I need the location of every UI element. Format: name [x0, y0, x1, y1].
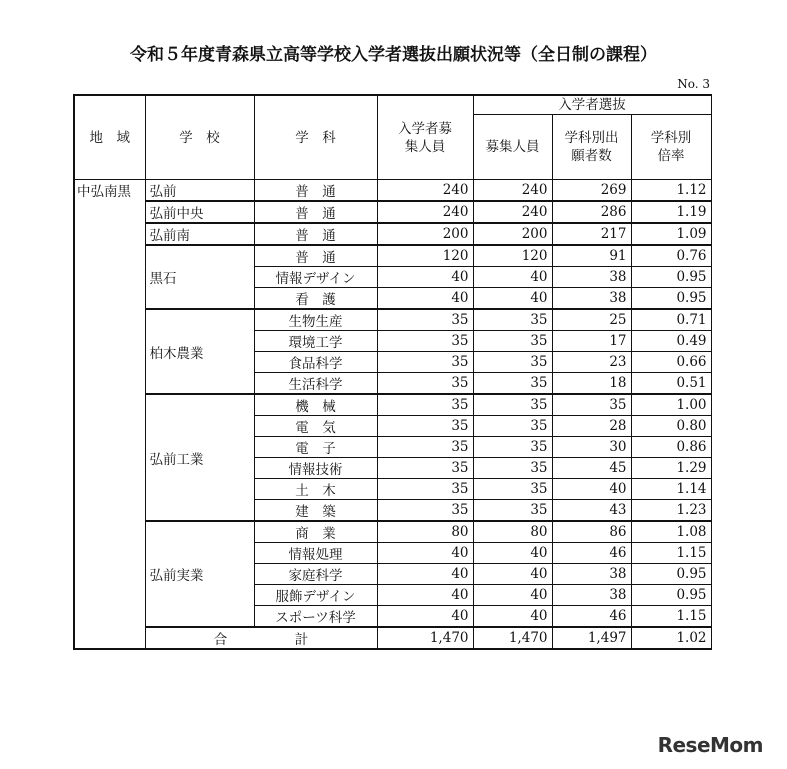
capacity-value: 35: [377, 331, 473, 352]
course-name: 情報技術: [254, 458, 377, 479]
selection-capacity-value: 35: [473, 394, 552, 416]
applicants-value: 38: [552, 564, 631, 585]
applicants-value: 38: [552, 267, 631, 288]
selection-capacity-value: 35: [473, 458, 552, 479]
capacity-value: 80: [377, 521, 473, 543]
total-selection-capacity: 1,470: [473, 627, 552, 649]
table-body: [74, 180, 711, 650]
table-row: [74, 309, 711, 331]
selection-capacity-value: 40: [473, 267, 552, 288]
capacity-value: 40: [377, 564, 473, 585]
applicants-value: 286: [552, 201, 631, 223]
course-name: 環境工学: [254, 331, 377, 352]
capacity-value: 40: [377, 288, 473, 310]
selection-capacity-value: 35: [473, 331, 552, 352]
applicants-value: 18: [552, 373, 631, 395]
applicants-value: 217: [552, 223, 631, 245]
capacity-value: 40: [377, 585, 473, 606]
capacity-value: 120: [377, 245, 473, 267]
ratio-value: 0.49: [631, 331, 711, 352]
capacity-value: 35: [377, 500, 473, 522]
selection-capacity-value: 80: [473, 521, 552, 543]
capacity-value: 35: [377, 416, 473, 437]
ratio-value: 1.14: [631, 479, 711, 500]
header-ratio: 学科別倍率: [631, 115, 711, 180]
school-name: 弘前: [145, 180, 254, 202]
header-capacity: 入学者募集人員: [377, 95, 473, 180]
ratio-value: 0.95: [631, 585, 711, 606]
capacity-value: 35: [377, 479, 473, 500]
applicants-value: 40: [552, 479, 631, 500]
applicants-value: 38: [552, 585, 631, 606]
course-name: 機 械: [254, 394, 377, 416]
selection-capacity-value: 35: [473, 373, 552, 395]
applicants-value: 30: [552, 437, 631, 458]
ratio-value: 1.19: [631, 201, 711, 223]
capacity-value: 200: [377, 223, 473, 245]
applicants-value: 269: [552, 180, 631, 202]
school-name: 弘前南: [145, 223, 254, 245]
applicants-value: 35: [552, 394, 631, 416]
selection-capacity-value: 35: [473, 500, 552, 522]
ratio-value: 1.12: [631, 180, 711, 202]
table-row: [74, 394, 711, 416]
ratio-value: 1.23: [631, 500, 711, 522]
ratio-value: 0.80: [631, 416, 711, 437]
application-status-table: [73, 94, 712, 650]
ratio-value: 1.09: [631, 223, 711, 245]
selection-capacity-value: 120: [473, 245, 552, 267]
applicants-value: 23: [552, 352, 631, 373]
course-name: 電 子: [254, 437, 377, 458]
ratio-value: 0.71: [631, 309, 711, 331]
applicants-value: 45: [552, 458, 631, 479]
capacity-value: 35: [377, 352, 473, 373]
table-row: [74, 245, 711, 267]
ratio-value: 0.95: [631, 267, 711, 288]
course-name: 商 業: [254, 521, 377, 543]
header-region: 地 域: [74, 95, 145, 180]
course-name: 食品科学: [254, 352, 377, 373]
header-applicants: 学科別出願者数: [552, 115, 631, 180]
page-title: 令和５年度青森県立高等学校入学者選抜出願状況等（全日制の課程）: [130, 45, 657, 65]
selection-capacity-value: 35: [473, 437, 552, 458]
selection-capacity-value: 35: [473, 309, 552, 331]
capacity-value: 40: [377, 267, 473, 288]
ratio-value: 1.15: [631, 606, 711, 628]
selection-capacity-value: 240: [473, 201, 552, 223]
ratio-value: 0.76: [631, 245, 711, 267]
course-name: 土 木: [254, 479, 377, 500]
selection-capacity-value: 35: [473, 352, 552, 373]
table-row: [74, 201, 711, 223]
applicants-value: 91: [552, 245, 631, 267]
course-name: 家庭科学: [254, 564, 377, 585]
header-course: 学 科: [254, 95, 377, 180]
course-name: スポーツ科学: [254, 606, 377, 628]
ratio-value: 1.29: [631, 458, 711, 479]
applicants-value: 28: [552, 416, 631, 437]
applicants-value: 38: [552, 288, 631, 310]
applicants-value: 25: [552, 309, 631, 331]
selection-capacity-value: 40: [473, 564, 552, 585]
ratio-value: 0.51: [631, 373, 711, 395]
table-row: [74, 180, 711, 202]
school-name: 柏木農業: [145, 309, 254, 394]
selection-capacity-value: 240: [473, 180, 552, 202]
selection-capacity-value: 40: [473, 585, 552, 606]
header-school: 学 校: [145, 95, 254, 180]
capacity-value: 240: [377, 180, 473, 202]
table-row: [74, 521, 711, 543]
course-name: 情報デザイン: [254, 267, 377, 288]
page-number: No. 3: [677, 77, 710, 91]
region-cell: 中弘南黒: [74, 180, 145, 650]
school-name: 弘前中央: [145, 201, 254, 223]
ratio-value: 0.95: [631, 564, 711, 585]
course-name: 電 気: [254, 416, 377, 437]
course-name: 普 通: [254, 180, 377, 202]
applicants-value: 46: [552, 606, 631, 628]
applicants-value: 46: [552, 543, 631, 564]
total-applicants: 1,497: [552, 627, 631, 649]
resemom-logo: ReseMom: [657, 733, 763, 757]
header-selection: 入学者選抜: [473, 95, 711, 115]
total-ratio: 1.02: [631, 627, 711, 649]
ratio-value: 1.08: [631, 521, 711, 543]
selection-capacity-value: 40: [473, 543, 552, 564]
total-capacity: 1,470: [377, 627, 473, 649]
applicants-value: 17: [552, 331, 631, 352]
capacity-value: 35: [377, 309, 473, 331]
total-label: 合 計: [145, 627, 377, 649]
school-name: 黒石: [145, 245, 254, 309]
ratio-value: 0.95: [631, 288, 711, 310]
capacity-value: 240: [377, 201, 473, 223]
capacity-value: 40: [377, 606, 473, 628]
selection-capacity-value: 35: [473, 479, 552, 500]
applicants-value: 86: [552, 521, 631, 543]
applicants-value: 43: [552, 500, 631, 522]
capacity-value: 35: [377, 394, 473, 416]
course-name: 普 通: [254, 245, 377, 267]
selection-capacity-value: 40: [473, 606, 552, 628]
course-name: 看 護: [254, 288, 377, 310]
ratio-value: 0.66: [631, 352, 711, 373]
course-name: 生物生産: [254, 309, 377, 331]
school-name: 弘前工業: [145, 394, 254, 521]
capacity-value: 40: [377, 543, 473, 564]
total-row: [74, 627, 711, 649]
selection-capacity-value: 200: [473, 223, 552, 245]
course-name: 服飾デザイン: [254, 585, 377, 606]
course-name: 普 通: [254, 201, 377, 223]
ratio-value: 1.15: [631, 543, 711, 564]
selection-capacity-value: 35: [473, 416, 552, 437]
course-name: 普 通: [254, 223, 377, 245]
capacity-value: 35: [377, 373, 473, 395]
course-name: 情報処理: [254, 543, 377, 564]
capacity-value: 35: [377, 437, 473, 458]
capacity-value: 35: [377, 458, 473, 479]
school-name: 弘前実業: [145, 521, 254, 627]
header-sel-capacity: 募集人員: [473, 115, 552, 180]
ratio-value: 1.00: [631, 394, 711, 416]
course-name: 建 築: [254, 500, 377, 522]
ratio-value: 0.86: [631, 437, 711, 458]
table-row: [74, 223, 711, 245]
selection-capacity-value: 40: [473, 288, 552, 310]
course-name: 生活科学: [254, 373, 377, 395]
